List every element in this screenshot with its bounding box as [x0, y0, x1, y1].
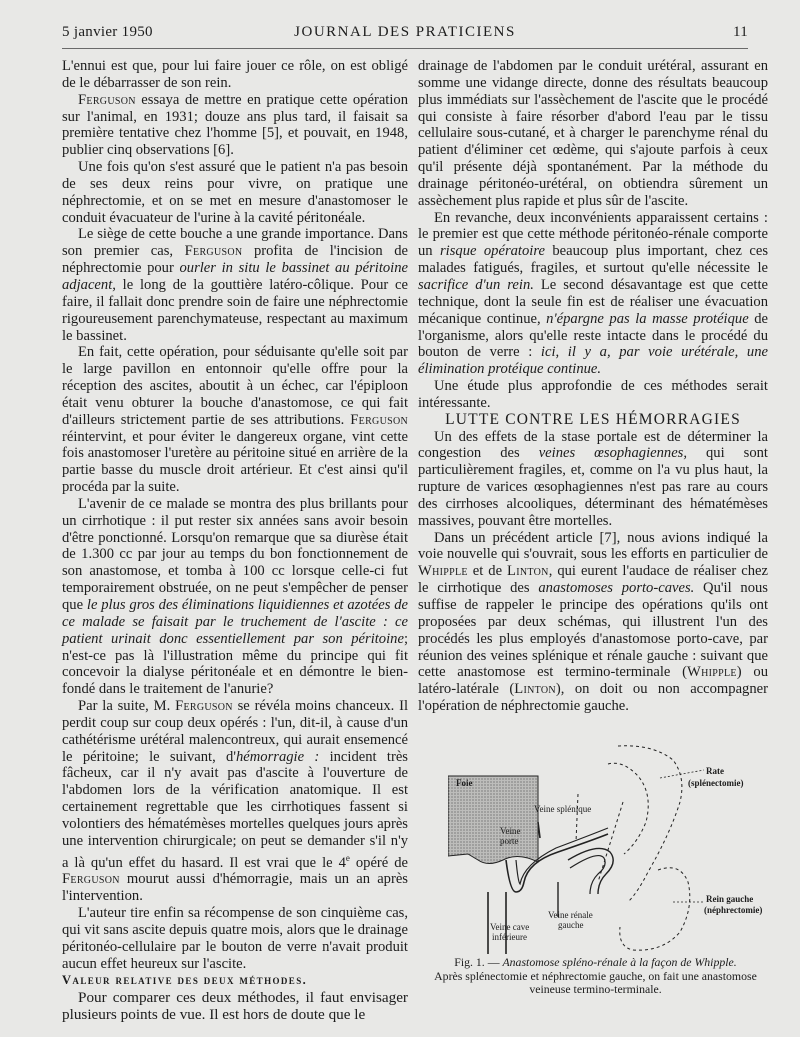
- label-veine-porte-1: Veine: [500, 826, 521, 836]
- italic-text: n'épargne pas la masse protéique: [546, 310, 749, 327]
- caption-text: Après splénectomie et néphrectomie gauche, on fait une anastomose veineuse termino-terminale.: [434, 968, 757, 996]
- spleen-inner: [608, 763, 648, 854]
- text-run: Dans un précédent article [7], nous avions indiqué la voie nouvelle qui s'ouvrait, sous les efforts en particulier de: [418, 529, 768, 563]
- text-run: En revanche, deux inconvénients apparaissent certains : le premier est que cette méthode péritonéo-rénale comporte un: [418, 209, 768, 260]
- paragraph: [62, 92, 408, 159]
- text-run: Un des effets de la stase portale est de déterminer la congestion des: [418, 428, 768, 462]
- text-run: le long de la gouttière latéro-côlique. Pour ce faire, il fallait donc prendre soin de faire une néphrectomie rigoureusement parenchymateuse, respectant au maximum le bassinet.: [62, 276, 408, 344]
- text-run: et de: [467, 563, 508, 580]
- issue-date: 5 janvier 1950: [62, 24, 153, 40]
- italic-text: veines œsophagiennes,: [538, 445, 687, 462]
- italic-text: sacrifice d'un rein.: [418, 276, 534, 293]
- paragraph: Une étude plus approfondie de ces méthodes serait intéressante.: [418, 378, 768, 411]
- label-foie: Foie: [456, 778, 473, 788]
- text-run: profita de l'incision de néphrectomie pour: [62, 243, 408, 277]
- text-run: Le siège de cette bouche a une grande importance. Dans son premier cas,: [62, 226, 408, 260]
- label-rein-1: Rein gauche: [706, 894, 754, 904]
- paragraph: [418, 210, 768, 378]
- paragraph: Une fois qu'on s'est assuré que le patient n'a pas besoin de ses deux reins pour vivre, on pratique une néphrectomie, et on se met en mesure d'anastomoser le conduit évacuateur de l'urine à la cavité péritonéale.: [62, 159, 408, 226]
- journal-title: JOURNAL DES PRATICIENS: [294, 24, 516, 40]
- text-run: beaucoup plus important, chez ces malades fatigués, fragiles, et surtout qu'elle nécessite le: [418, 243, 768, 277]
- text-run: de l'organisme, alors qu'elle reste intacte dans le procédé du bouton de verre :: [418, 310, 768, 361]
- splenic-dotted: [576, 794, 578, 842]
- subsection-heading: Valeur relative des deux méthodes.: [62, 973, 308, 988]
- label-rein-2: (néphrectomie): [704, 905, 763, 915]
- author-name: Linton: [507, 563, 549, 580]
- paragraph: drainage de l'abdomen par le conduit urétéral, assurant en somme une vidange directe, donne des résultats beaucoup plus immédiats sur l'assèchement de l'ascite que le procédé qui consiste à faire résorber d'abord l'eau par le tissu cellulaire sous-cutané, et à charger le parenchyme rénal du patient d'éliminer cet œdème, qui s'ajoute parfois à ceux qu'il présente déjà spontanément. Par la méthode du drainage péritonéo-urétéral, on obtiendra sûrement un assèchement plus rapide et plus sûr de l'ascite.: [418, 58, 768, 209]
- italic-text: anastomoses porto-caves.: [538, 580, 695, 597]
- label-rate: Rate: [706, 766, 724, 776]
- paragraph: L'ennui est que, pour lui faire jouer ce rôle, on est obligé de le débarrasser de son rein.: [62, 58, 408, 91]
- paragraph: [418, 429, 768, 530]
- author-name: Linton: [514, 681, 556, 698]
- liver-shape: [448, 776, 538, 864]
- author-name: Ferguson: [184, 243, 243, 260]
- superscript: e: [345, 852, 350, 863]
- italic-text: hémorragie :: [235, 748, 320, 765]
- paragraph: [418, 530, 768, 715]
- paragraph: [62, 344, 408, 496]
- author-name: Whipple: [687, 664, 737, 681]
- text-run: L'avenir de ce malade se montra des plus brillants pour un cirrhotique : il put rester six années sans avoir besoin d'être ponctionné. Lorsqu'on remarque que sa diurèse était de 1.300 cc par jour au temps du bon fonctionnement de son anastomose, et tomba à 100 cc lorsque celle-ci fut temporairement obstruée, on ne peut s'empêcher de penser que: [62, 495, 408, 613]
- text-run: se révéla moins chanceux. Il perdit coup sur coup deux opérés : l'un, dit-il, à cause d'un cathétérisme urétéral malencontreux, qui aurait ensemencé le péritoine; le suivant, d': [62, 698, 408, 765]
- section-heading: LUTTE CONTRE LES HÉMORRAGIES: [445, 410, 741, 428]
- text-run: réintervint, et pour éviter le dangereux organe, vint cette fois anastomoser l'uretère au péritoine situé en arrière de la partie basse du muscle droit artérieur. Et c'est ainsi qu'il procéda par la suite.: [62, 428, 408, 496]
- text-run: ), on doit ou non accompagner l'opération de néphrectomie gauche.: [418, 681, 768, 715]
- label-veine-porte-2: porte: [500, 836, 519, 846]
- page-header: [62, 18, 748, 49]
- page-number: 11: [732, 24, 748, 40]
- italic-text: ici, il y a, par voie urétérale, une élimination protéique continue.: [418, 344, 768, 378]
- author-name: Whipple: [418, 563, 468, 580]
- paragraph: Pour comparer ces deux méthodes, il faut envisager plusieurs points de vue. Il est hors de doute que le: [62, 989, 408, 1024]
- text-run: , qui eurent l'audace de réaliser chez le cirrhotique des: [418, 563, 768, 597]
- text-run: Qu'il nous suffise de rappeler le principe des opérations qu'ils ont proposées par deux schémas, qui illustrent l'un des procédés les plus employés d'anastomose porto-cave, par réunion des veines splénique et rénale gauche : suivant que cette anastomose est termino-terminale (: [418, 580, 768, 681]
- paragraph: [62, 226, 408, 344]
- spleen-outline: [618, 746, 682, 902]
- text-run: incident très fâcheux, car il n'y avait pas d'ascite à l'ouverture de l'abdomen lors de la vérification anatomique. Il est certainement regrettable que les cirrhotiques fassent si volontiers des hématémèses mortelles quelques jours après une intervention chirurgicale; on peut se demander s'il n'y a là qu'un effet du hasard. Il est vrai que le 4: [62, 748, 408, 871]
- text-run: qui sont particulièrement fragiles, et, comme on l'a vu plus haut, la rupture de varices œsophagiennes n'est pas rare au cours des cirrhoses alcooliques, déterminant des hématémèses massives, pouvant être mortelles.: [418, 445, 768, 529]
- caption-prefix: Fig. 1. —: [454, 955, 503, 969]
- splenic-vein-loop-inner: [570, 856, 605, 894]
- text-run: Le second désavantage est que cette technique, dont la seule fin est de réaliser une évacuation mécanique continue,: [418, 276, 768, 327]
- italic-text: le plus gros des éliminations liquidiennes et azotées de ce malade se faisait par le truchement de l'ascite : ce patient urinait donc essentiellement par son péritoine: [62, 597, 408, 647]
- author-name: Ferguson: [62, 871, 120, 888]
- italic-text: ourler in situ le bassinet au péritoine adjacent,: [62, 260, 408, 293]
- text-run: mourut aussi d'hémorragie, mais un an après l'intervention.: [62, 871, 408, 905]
- figure-caption: [418, 956, 773, 997]
- text-run: ) ou latéro-latérale (: [418, 664, 768, 698]
- rate-leader: [660, 770, 704, 778]
- author-name: Ferguson: [350, 411, 408, 428]
- text-run: opéré de: [349, 854, 408, 871]
- paragraph: L'auteur tire enfin sa récompense de son cinquième cas, qui vit sans ascite depuis quatre mois, alors que le drainage péritonéo-cellulaire par le bouton de verre n'avait produit aucun effet heureux sur l'ascite.: [62, 905, 408, 972]
- text-run: ; n'est-ce pas là l'illustration même du principe qui fit concevoir la dialyse péritonéale et en démontre le bien-fondé dans le traitement de l'anurie?: [62, 630, 408, 698]
- label-rate-sub: (splénectomie): [688, 778, 744, 788]
- kidney-outline: [620, 868, 690, 950]
- anatomy-diagram: [448, 742, 778, 954]
- text-run: Par la suite, M.: [78, 698, 176, 715]
- label-renale-1: Veine rénale: [548, 910, 593, 920]
- text-run: En fait, cette opération, pour séduisante qu'elle soit par le large pavillon en entonnoir qu'elle offre pour la réception des ascites, aboutit à un échec, car l'épiploon était venu obturer la bouche d'anastomose, ce qui fait d'ailleurs strictement partie de ses attributions.: [62, 344, 408, 428]
- text-run: essaya de mettre en pratique cette opération sur l'animal, en 1931; douze ans plus tard, il faisait sa première tentative chez l'homme [5], et pouvait, en 1948, publier cinq observations [6].: [62, 91, 408, 159]
- caption-title: Anastomose spléno-rénale à la façon de Whipple.: [502, 955, 737, 969]
- left-column: [62, 58, 408, 1023]
- author-name: Ferguson: [175, 698, 233, 715]
- label-cave-2: inférieure: [492, 932, 527, 942]
- label-cave-1: Veine cave: [490, 922, 530, 932]
- label-veine-splenique: Veine splénique: [534, 804, 592, 814]
- italic-text: risque opératoire: [440, 243, 545, 260]
- paragraph: [62, 496, 408, 698]
- right-column: [418, 58, 768, 715]
- author-name: Ferguson: [78, 91, 136, 108]
- label-renale-2: gauche: [558, 920, 584, 930]
- paragraph: [62, 698, 408, 905]
- anatomy-figure: [448, 742, 778, 954]
